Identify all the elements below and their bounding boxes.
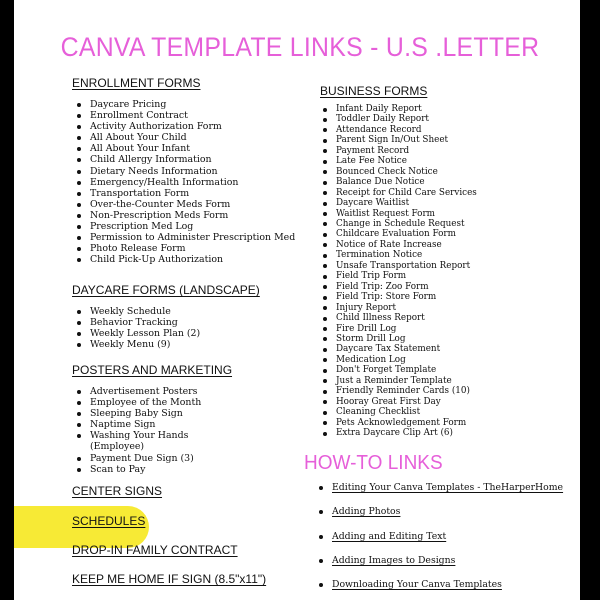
business-item: Pets Acknowledgement Form (322, 418, 477, 428)
business-item: Balance Due Notice (322, 177, 477, 187)
posters-item: Washing Your Hands (76, 430, 232, 441)
business-item: Change in Schedule Request (322, 219, 477, 229)
landscape-item: Weekly Lesson Plan (2) (76, 328, 260, 339)
howto-item[interactable]: Adding Images to Designs (318, 555, 563, 567)
business-item: Waitlist Request Form (322, 209, 477, 219)
posters-section (72, 363, 232, 475)
posters-item: Employee of the Month (76, 397, 232, 408)
business-item: Parent Sign In/Out Sheet (322, 135, 477, 145)
business-item: Childcare Evaluation Form (322, 229, 477, 239)
heading-posters-marketing[interactable]: POSTERS AND MARKETING (72, 363, 233, 377)
enrollment-item: Non-Prescription Meds Form (76, 210, 295, 221)
business-item: Late Fee Notice (322, 156, 477, 166)
landscape-list (76, 306, 260, 350)
enrollment-item: Dietary Needs Information (76, 166, 295, 177)
landscape-item: Weekly Schedule (76, 306, 260, 317)
howto-item[interactable]: Adding and Editing Text (318, 531, 563, 543)
enrollment-item: Emergency/Health Information (76, 177, 295, 188)
enrollment-item: Prescription Med Log (76, 221, 295, 232)
enrollment-item: All About Your Infant (76, 143, 295, 154)
posters-item: Naptime Sign (76, 419, 232, 430)
heading-drop-in-contract[interactable]: DROP-IN FAMILY CONTRACT (72, 543, 238, 557)
business-item: Receipt for Child Care Services (322, 188, 477, 198)
business-item: Don't Forget Template (322, 365, 477, 375)
enrollment-item: Photo Release Form (76, 243, 295, 254)
business-item: Field Trip: Store Form (322, 292, 477, 302)
howto-item[interactable]: Editing Your Canva Templates - TheHarperHome (318, 482, 563, 494)
heading-center-signs[interactable]: CENTER SIGNS (72, 484, 163, 498)
business-item: Injury Report (322, 303, 477, 313)
heading-business-forms[interactable]: BUSINESS FORMS (320, 84, 428, 98)
business-item: Payment Record (322, 146, 477, 156)
enrollment-item: Enrollment Contract (76, 110, 295, 121)
business-item: Notice of Rate Increase (322, 240, 477, 250)
enrollment-item: Permission to Administer Prescription Med (76, 232, 295, 243)
business-item: Infant Daily Report (322, 104, 477, 114)
posters-list (76, 386, 232, 475)
enrollment-item: Child Allergy Information (76, 154, 295, 165)
business-item: Fire Drill Log (322, 324, 477, 334)
business-item: Daycare Tax Statement (322, 344, 477, 354)
business-item: Cleaning Checklist (322, 407, 477, 417)
business-item: Bounced Check Notice (322, 167, 477, 177)
business-item: Storm Drill Log (322, 334, 477, 344)
posters-item: Advertisement Posters (76, 386, 232, 397)
business-item: Just a Reminder Template (322, 376, 477, 386)
enrollment-item: Activity Authorization Form (76, 121, 295, 132)
enrollment-item: Child Pick-Up Authorization (76, 254, 295, 265)
howto-title: HOW-TO LINKS (304, 452, 443, 474)
enrollment-item: Transportation Form (76, 188, 295, 199)
howto-section (318, 482, 563, 591)
business-item: Daycare Waitlist (322, 198, 477, 208)
landscape-section (72, 283, 260, 350)
business-item: Termination Notice (322, 250, 477, 260)
enrollment-item: Daycare Pricing (76, 99, 295, 110)
business-item: Extra Daycare Clip Art (6) (322, 428, 477, 438)
business-item: Friendly Reminder Cards (10) (322, 386, 477, 396)
heading-enrollment-forms[interactable]: ENROLLMENT FORMS (72, 76, 201, 90)
enrollment-item: Over-the-Counter Meds Form (76, 199, 295, 210)
enrollment-item: All About Your Child (76, 132, 295, 143)
business-item: Field Trip: Zoo Form (322, 282, 477, 292)
business-item: Toddler Daily Report (322, 114, 477, 124)
posters-item: (Employee) (90, 441, 145, 453)
page-title: CANVA TEMPLATE LINKS - U.S .LETTER (60, 32, 540, 62)
business-item: Field Trip Form (322, 271, 477, 281)
heading-daycare-landscape[interactable]: DAYCARE FORMS (LANDSCAPE) (72, 283, 260, 297)
heading-schedules[interactable]: SCHEDULES (72, 514, 146, 528)
business-item: Unsafe Transportation Report (322, 261, 477, 271)
posters-item: Sleeping Baby Sign (76, 408, 232, 419)
business-item: Hooray Great First Day (322, 397, 477, 407)
business-item: Medication Log (322, 355, 477, 365)
right-column (320, 84, 477, 439)
enrollment-list (76, 99, 295, 265)
business-list (322, 104, 477, 439)
howto-item[interactable]: Adding Photos (318, 506, 563, 518)
posters-item: Payment Due Sign (3) (76, 453, 232, 464)
left-column (72, 76, 295, 265)
posters-item: Scan to Pay (76, 464, 232, 475)
landscape-item: Weekly Menu (9) (76, 339, 260, 350)
howto-list (318, 482, 563, 591)
landscape-item: Behavior Tracking (76, 317, 260, 328)
howto-item[interactable]: Downloading Your Canva Templates (318, 579, 563, 591)
heading-keep-me-home[interactable]: KEEP ME HOME IF SIGN (8.5"x11") (72, 572, 267, 586)
business-item: Child Illness Report (322, 313, 477, 323)
business-item: Attendance Record (322, 125, 477, 135)
document-page (14, 0, 580, 600)
